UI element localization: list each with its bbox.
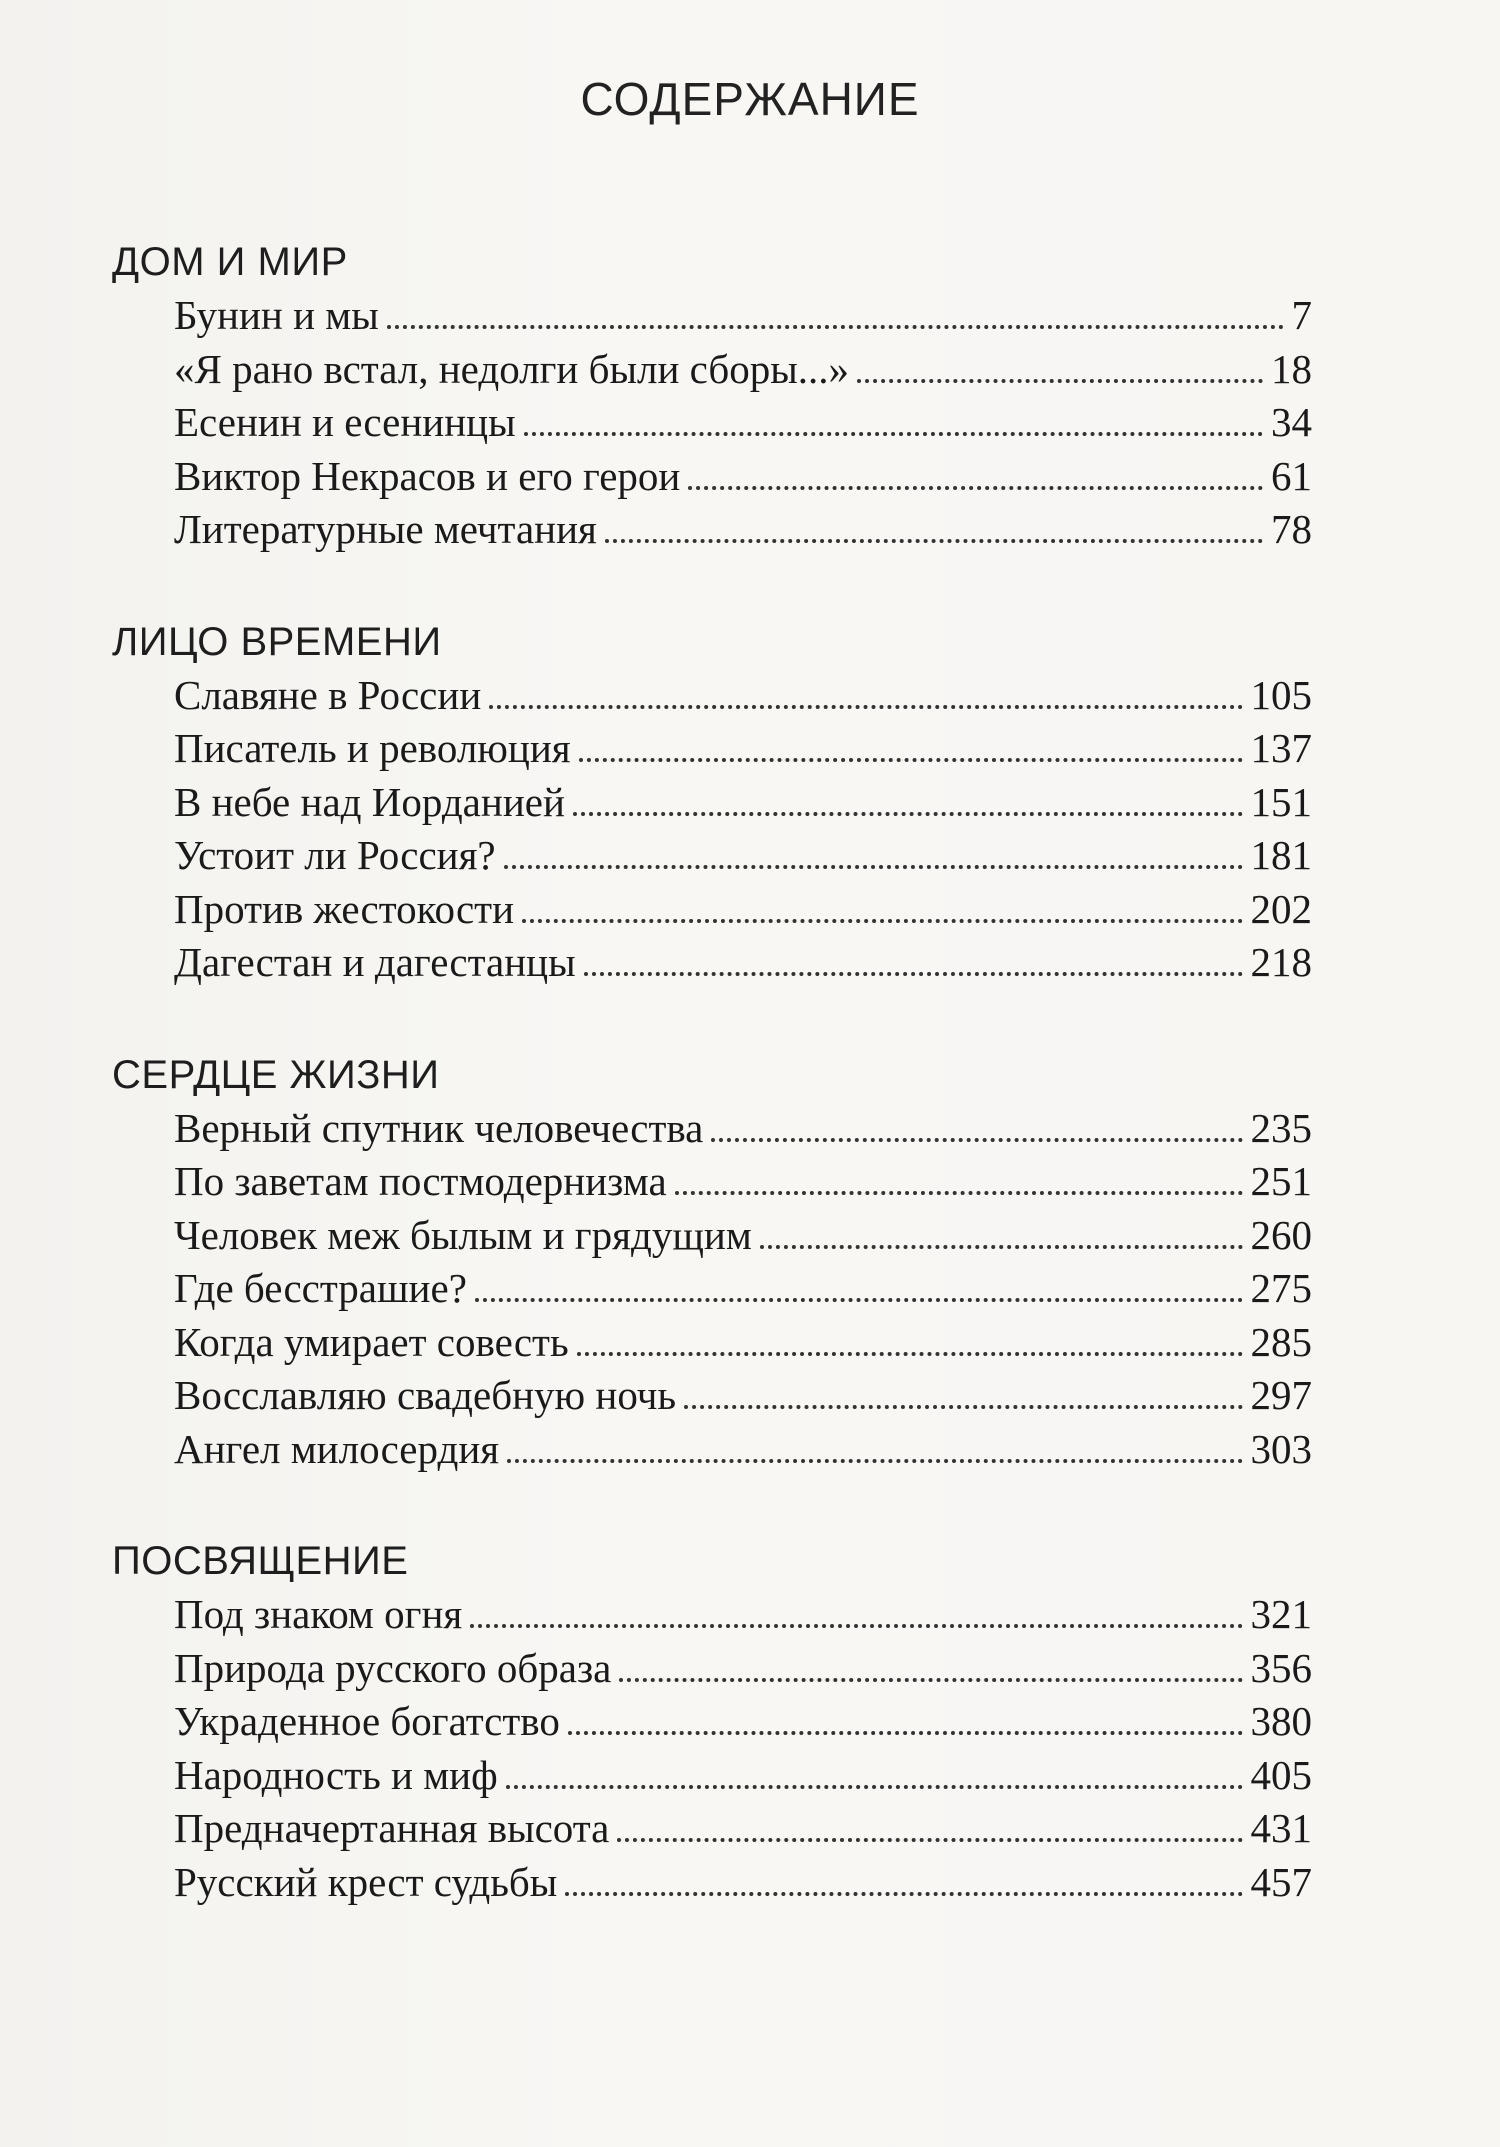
entry-title: Восславляю свадебную ночь (174, 1372, 677, 1418)
entry-page-number: 181 (1250, 832, 1312, 878)
toc-entry (112, 722, 1312, 776)
dot-leader (524, 432, 1263, 436)
dot-leader (522, 919, 1242, 923)
dot-leader (573, 812, 1243, 816)
dot-leader (504, 865, 1243, 869)
dot-leader (688, 486, 1263, 490)
entry-page-number: 105 (1250, 671, 1312, 718)
dot-leader (507, 1459, 1242, 1463)
page-title: СОДЕРЖАНИЕ (580, 73, 920, 125)
entry-title: В небе над Иорданией (174, 778, 565, 825)
toc-entry (112, 1642, 1312, 1696)
entry-title: Писатель и революция (174, 725, 571, 771)
entry-page-number: 18 (1271, 345, 1312, 392)
entry-page-number: 380 (1250, 1698, 1312, 1744)
entry-title: Предначертанная высота (174, 1805, 610, 1851)
entry-title: Славяне в России (174, 671, 482, 718)
entry-page-number: 297 (1250, 1372, 1312, 1418)
entry-page-number: 137 (1250, 725, 1312, 771)
dot-leader (760, 1245, 1243, 1249)
entry-title: Под знаком огня (174, 1591, 463, 1637)
entry-page-number: 321 (1250, 1591, 1312, 1637)
entry-title: Дагестан и дагестанцы (174, 939, 576, 985)
entry-title: Бунин и мы (174, 292, 379, 338)
dot-leader (675, 1191, 1243, 1195)
table-of-contents (112, 235, 1312, 1967)
entry-title: Ангел милосердия (174, 1425, 500, 1472)
toc-entry (112, 1369, 1312, 1423)
toc-entry (112, 1316, 1312, 1370)
entry-page-number: 251 (1250, 1158, 1312, 1204)
section-heading: ДОМ И МИР (112, 240, 348, 284)
toc-section (112, 615, 1312, 990)
dot-leader (711, 1138, 1242, 1142)
entry-title: По заветам постмодернизма (174, 1158, 667, 1204)
entry-title: Против жестокости (174, 885, 515, 932)
toc-entry (112, 289, 1312, 343)
toc-entry (112, 669, 1312, 723)
entry-page-number: 303 (1250, 1425, 1312, 1472)
toc-entry (112, 450, 1312, 504)
toc-entry (112, 1209, 1312, 1263)
toc-entry (112, 1423, 1312, 1477)
entry-page-number: 235 (1250, 1104, 1312, 1151)
entry-title: Русский крест судьбы (174, 1858, 558, 1905)
entry-page-number: 7 (1291, 292, 1312, 338)
toc-entry (112, 1262, 1312, 1316)
entry-title: Где бесстрашие? (174, 1265, 467, 1311)
toc-entry (112, 883, 1312, 937)
dot-leader (577, 1352, 1243, 1356)
entry-page-number: 151 (1250, 778, 1312, 825)
entry-title: Устоит ли Россия? (174, 832, 496, 878)
entry-page-number: 356 (1250, 1644, 1312, 1691)
entry-title: Природа русского образа (174, 1644, 612, 1691)
toc-entry (112, 503, 1312, 557)
entry-page-number: 260 (1250, 1211, 1312, 1258)
toc-entry (112, 1856, 1312, 1910)
toc-entry (112, 1155, 1312, 1209)
dot-leader (579, 758, 1243, 762)
toc-section (112, 1048, 1312, 1477)
entry-title: Украденное богатство (174, 1698, 560, 1744)
entry-page-number: 457 (1250, 1858, 1312, 1905)
dot-leader (565, 1892, 1242, 1896)
dot-leader (617, 1838, 1242, 1842)
toc-entry (112, 396, 1312, 450)
toc-entry (112, 829, 1312, 883)
toc-entry (112, 1102, 1312, 1156)
dot-leader (387, 325, 1284, 329)
section-heading: ПОСВЯЩЕНИЕ (112, 1539, 409, 1583)
entry-page-number: 61 (1271, 452, 1312, 499)
dot-leader (584, 972, 1243, 976)
dot-leader (506, 1785, 1243, 1789)
toc-entry (112, 1749, 1312, 1803)
entry-page-number: 431 (1250, 1805, 1312, 1851)
section-heading: СЕРДЦЕ ЖИЗНИ (112, 1052, 440, 1097)
dot-leader (489, 705, 1242, 709)
dot-leader (475, 1298, 1243, 1302)
entry-page-number: 405 (1250, 1751, 1312, 1798)
toc-entry (112, 343, 1312, 397)
dot-leader (857, 379, 1263, 383)
entry-title: «Я рано встал, недолги были сборы...» (174, 345, 850, 392)
dot-leader (619, 1678, 1242, 1682)
entry-page-number: 285 (1250, 1318, 1312, 1365)
entry-title: Литературные мечтания (174, 506, 597, 552)
entry-title: Народность и миф (174, 1751, 498, 1798)
section-heading: ЛИЦО ВРЕМЕНИ (112, 619, 442, 664)
entry-page-number: 275 (1250, 1265, 1312, 1311)
entry-page-number: 34 (1271, 399, 1312, 445)
toc-entry (112, 1802, 1312, 1856)
dot-leader (470, 1624, 1242, 1628)
toc-entry (112, 936, 1312, 990)
entry-title: Есенин и есенинцы (174, 399, 516, 445)
toc-entry (112, 1588, 1312, 1642)
entry-page-number: 202 (1250, 885, 1312, 932)
entry-page-number: 78 (1271, 506, 1312, 552)
entry-title: Когда умирает совесть (174, 1318, 569, 1365)
toc-entry (112, 776, 1312, 830)
toc-section (112, 235, 1312, 557)
toc-entry (112, 1695, 1312, 1749)
entry-title: Верный спутник человечества (174, 1104, 704, 1151)
toc-section (112, 1534, 1312, 1909)
entry-title: Человек меж былым и грядущим (174, 1211, 752, 1258)
dot-leader (684, 1405, 1242, 1409)
dot-leader (605, 539, 1263, 543)
entry-title: Виктор Некрасов и его герои (174, 452, 681, 499)
entry-page-number: 218 (1250, 939, 1312, 985)
dot-leader (568, 1731, 1243, 1735)
